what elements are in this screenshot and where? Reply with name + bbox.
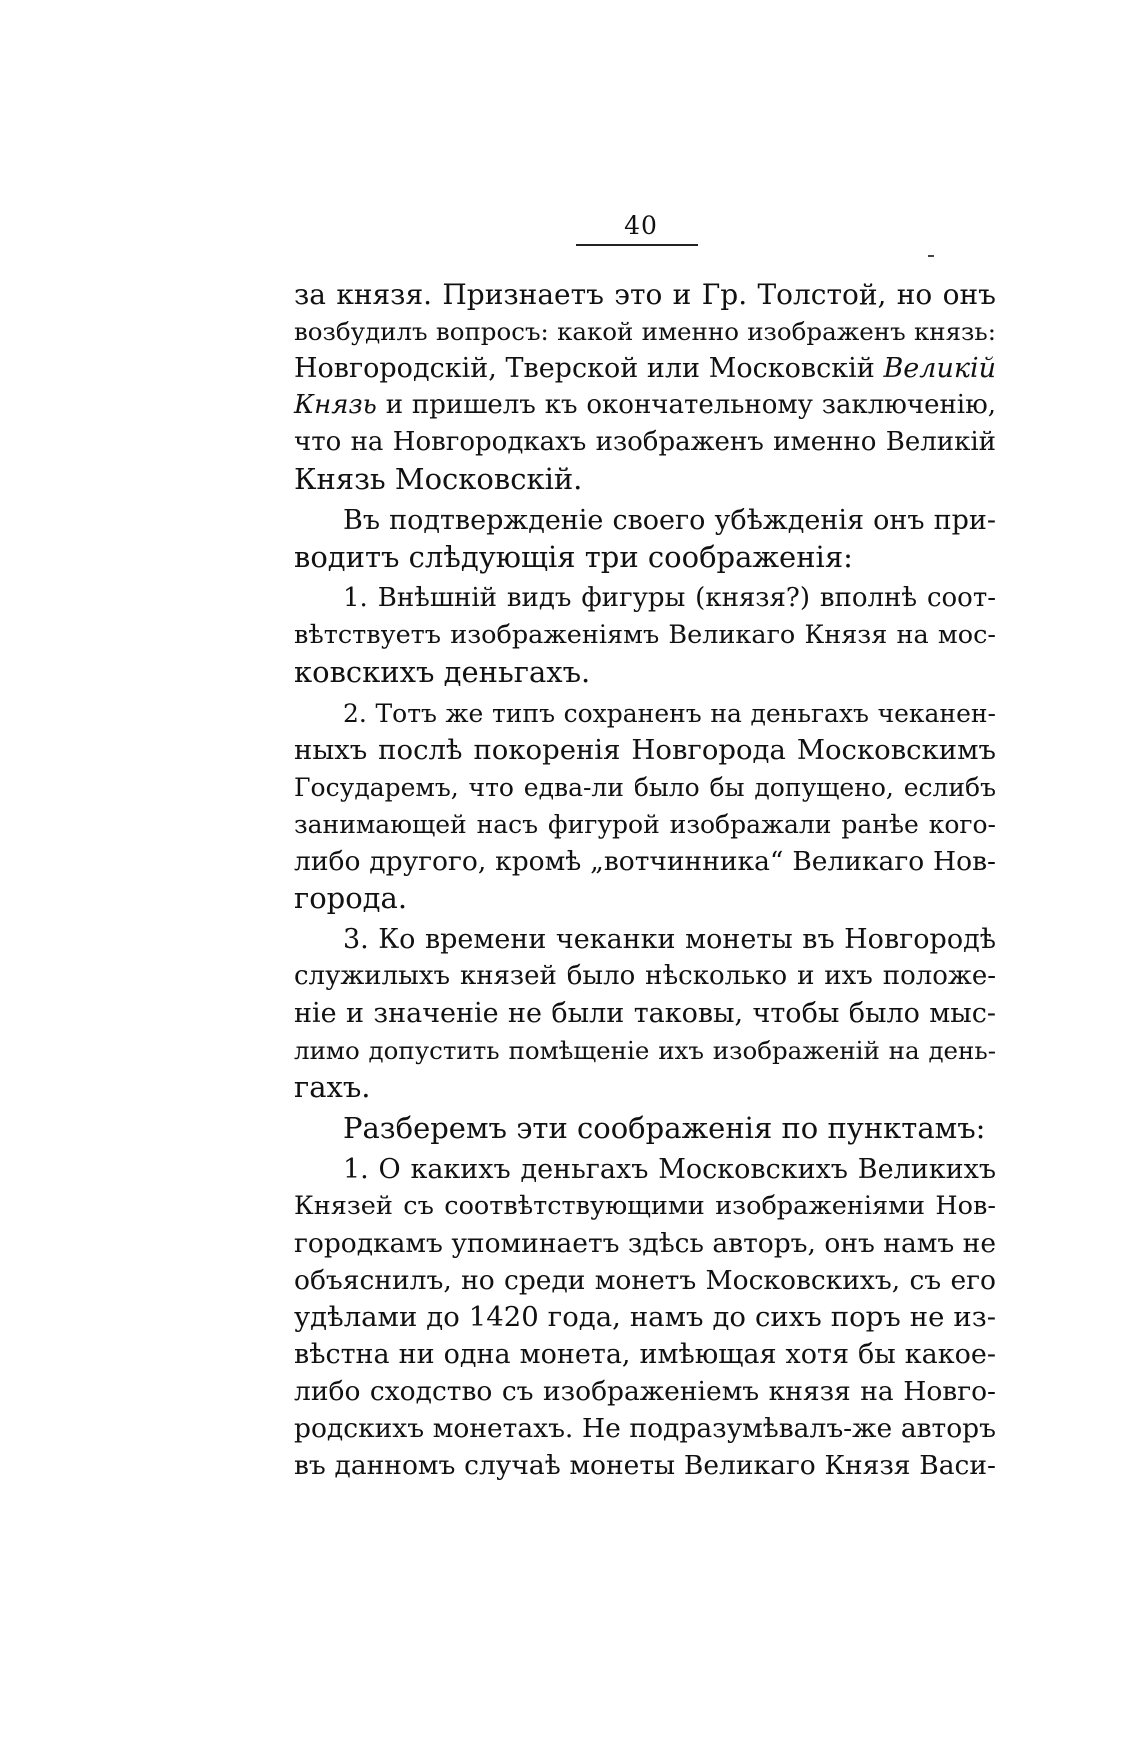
text-line: водитъ слѣдующія три соображенія:	[294, 540, 853, 574]
text-line: что на Новгородкахъ изображенъ именно Великій	[294, 427, 996, 457]
text-line: Князь Московскій.	[294, 462, 583, 496]
page-number-rule	[576, 244, 698, 246]
text-line: Въ подтвержденіе своего убѣжденія онъ при-	[343, 505, 996, 536]
text-line: 1. О какихъ деньгахъ Московскихъ Великихъ	[343, 1154, 996, 1185]
text-line: удѣлами до 1420 года, намъ до сихъ поръ не из-	[294, 1301, 996, 1333]
text-line: Князей съ соотвѣтствующими изображеніями Нов-	[294, 1191, 996, 1221]
text-line: вѣстна ни одна монета, имѣющая хотя бы какое-	[294, 1339, 996, 1370]
text-line: въ данномъ случаѣ монеты Великаго Князя Васи-	[294, 1450, 996, 1481]
print-speck	[928, 255, 934, 257]
text-line: гахъ.	[294, 1070, 371, 1104]
text-line: Разберемъ эти соображенія по пунктамъ:	[343, 1111, 986, 1145]
body-text	[294, 276, 996, 1484]
text-line: ныхъ послѣ покоренія Новгорода Московскимъ	[294, 734, 996, 766]
text-segment: и пришелъ къ окончательному заключенію,	[376, 390, 996, 420]
text-line	[294, 350, 996, 387]
text-line: служилыхъ князей было нѣсколько и ихъ положе-	[294, 961, 996, 991]
text-line: 3. Ко времени чеканки монеты въ Новгородѣ	[343, 924, 996, 955]
page-number: 40	[624, 211, 658, 240]
text-line: родскихъ монетахъ. Не подразумѣвалъ-же авторъ	[294, 1413, 996, 1444]
text-line: ковскихъ деньгахъ.	[294, 655, 591, 689]
text-segment: Новгородскій, Тверской или Московскій	[294, 353, 884, 384]
text-line: за князя. Признаетъ это и Гр. Толстой, но онъ	[294, 278, 996, 311]
text-line: лимо допустить помѣщеніе ихъ изображеній на день-	[294, 1036, 996, 1065]
italic-text: Великій	[883, 353, 996, 384]
italic-text: Князь	[294, 390, 377, 420]
text-line: ніе и значеніе не были таковы, чтобы было мыс-	[294, 998, 996, 1029]
text-line: занимающей насъ фигурой изображали ранѣе кого-	[294, 810, 996, 839]
text-line: городкамъ упоминаетъ здѣсь авторъ, онъ намъ не	[294, 1228, 996, 1259]
text-line: 1. Внѣшній видъ фигуры (князя?) вполнѣ соот-	[343, 583, 996, 613]
text-line: Государемъ, что едва-ли было бы допущено, еслибъ	[294, 773, 996, 802]
text-line: возбудилъ вопросъ: какой именно изображенъ князь:	[294, 317, 996, 346]
text-line: либо другого, кромѣ „вотчинника“ Великаго Нов-	[294, 846, 996, 877]
text-line: города.	[294, 881, 408, 915]
text-line: либо сходство съ изображеніемъ князя на Новго-	[294, 1376, 996, 1407]
text-line: 2. Тотъ же типъ сохраненъ на деньгахъ чеканен-	[343, 699, 996, 728]
text-line	[294, 387, 996, 424]
text-line: вѣтствуетъ изображеніямъ Великаго Князя на мос-	[294, 620, 996, 650]
text-line: объяснилъ, но среди монетъ Московскихъ, съ его	[294, 1265, 996, 1296]
